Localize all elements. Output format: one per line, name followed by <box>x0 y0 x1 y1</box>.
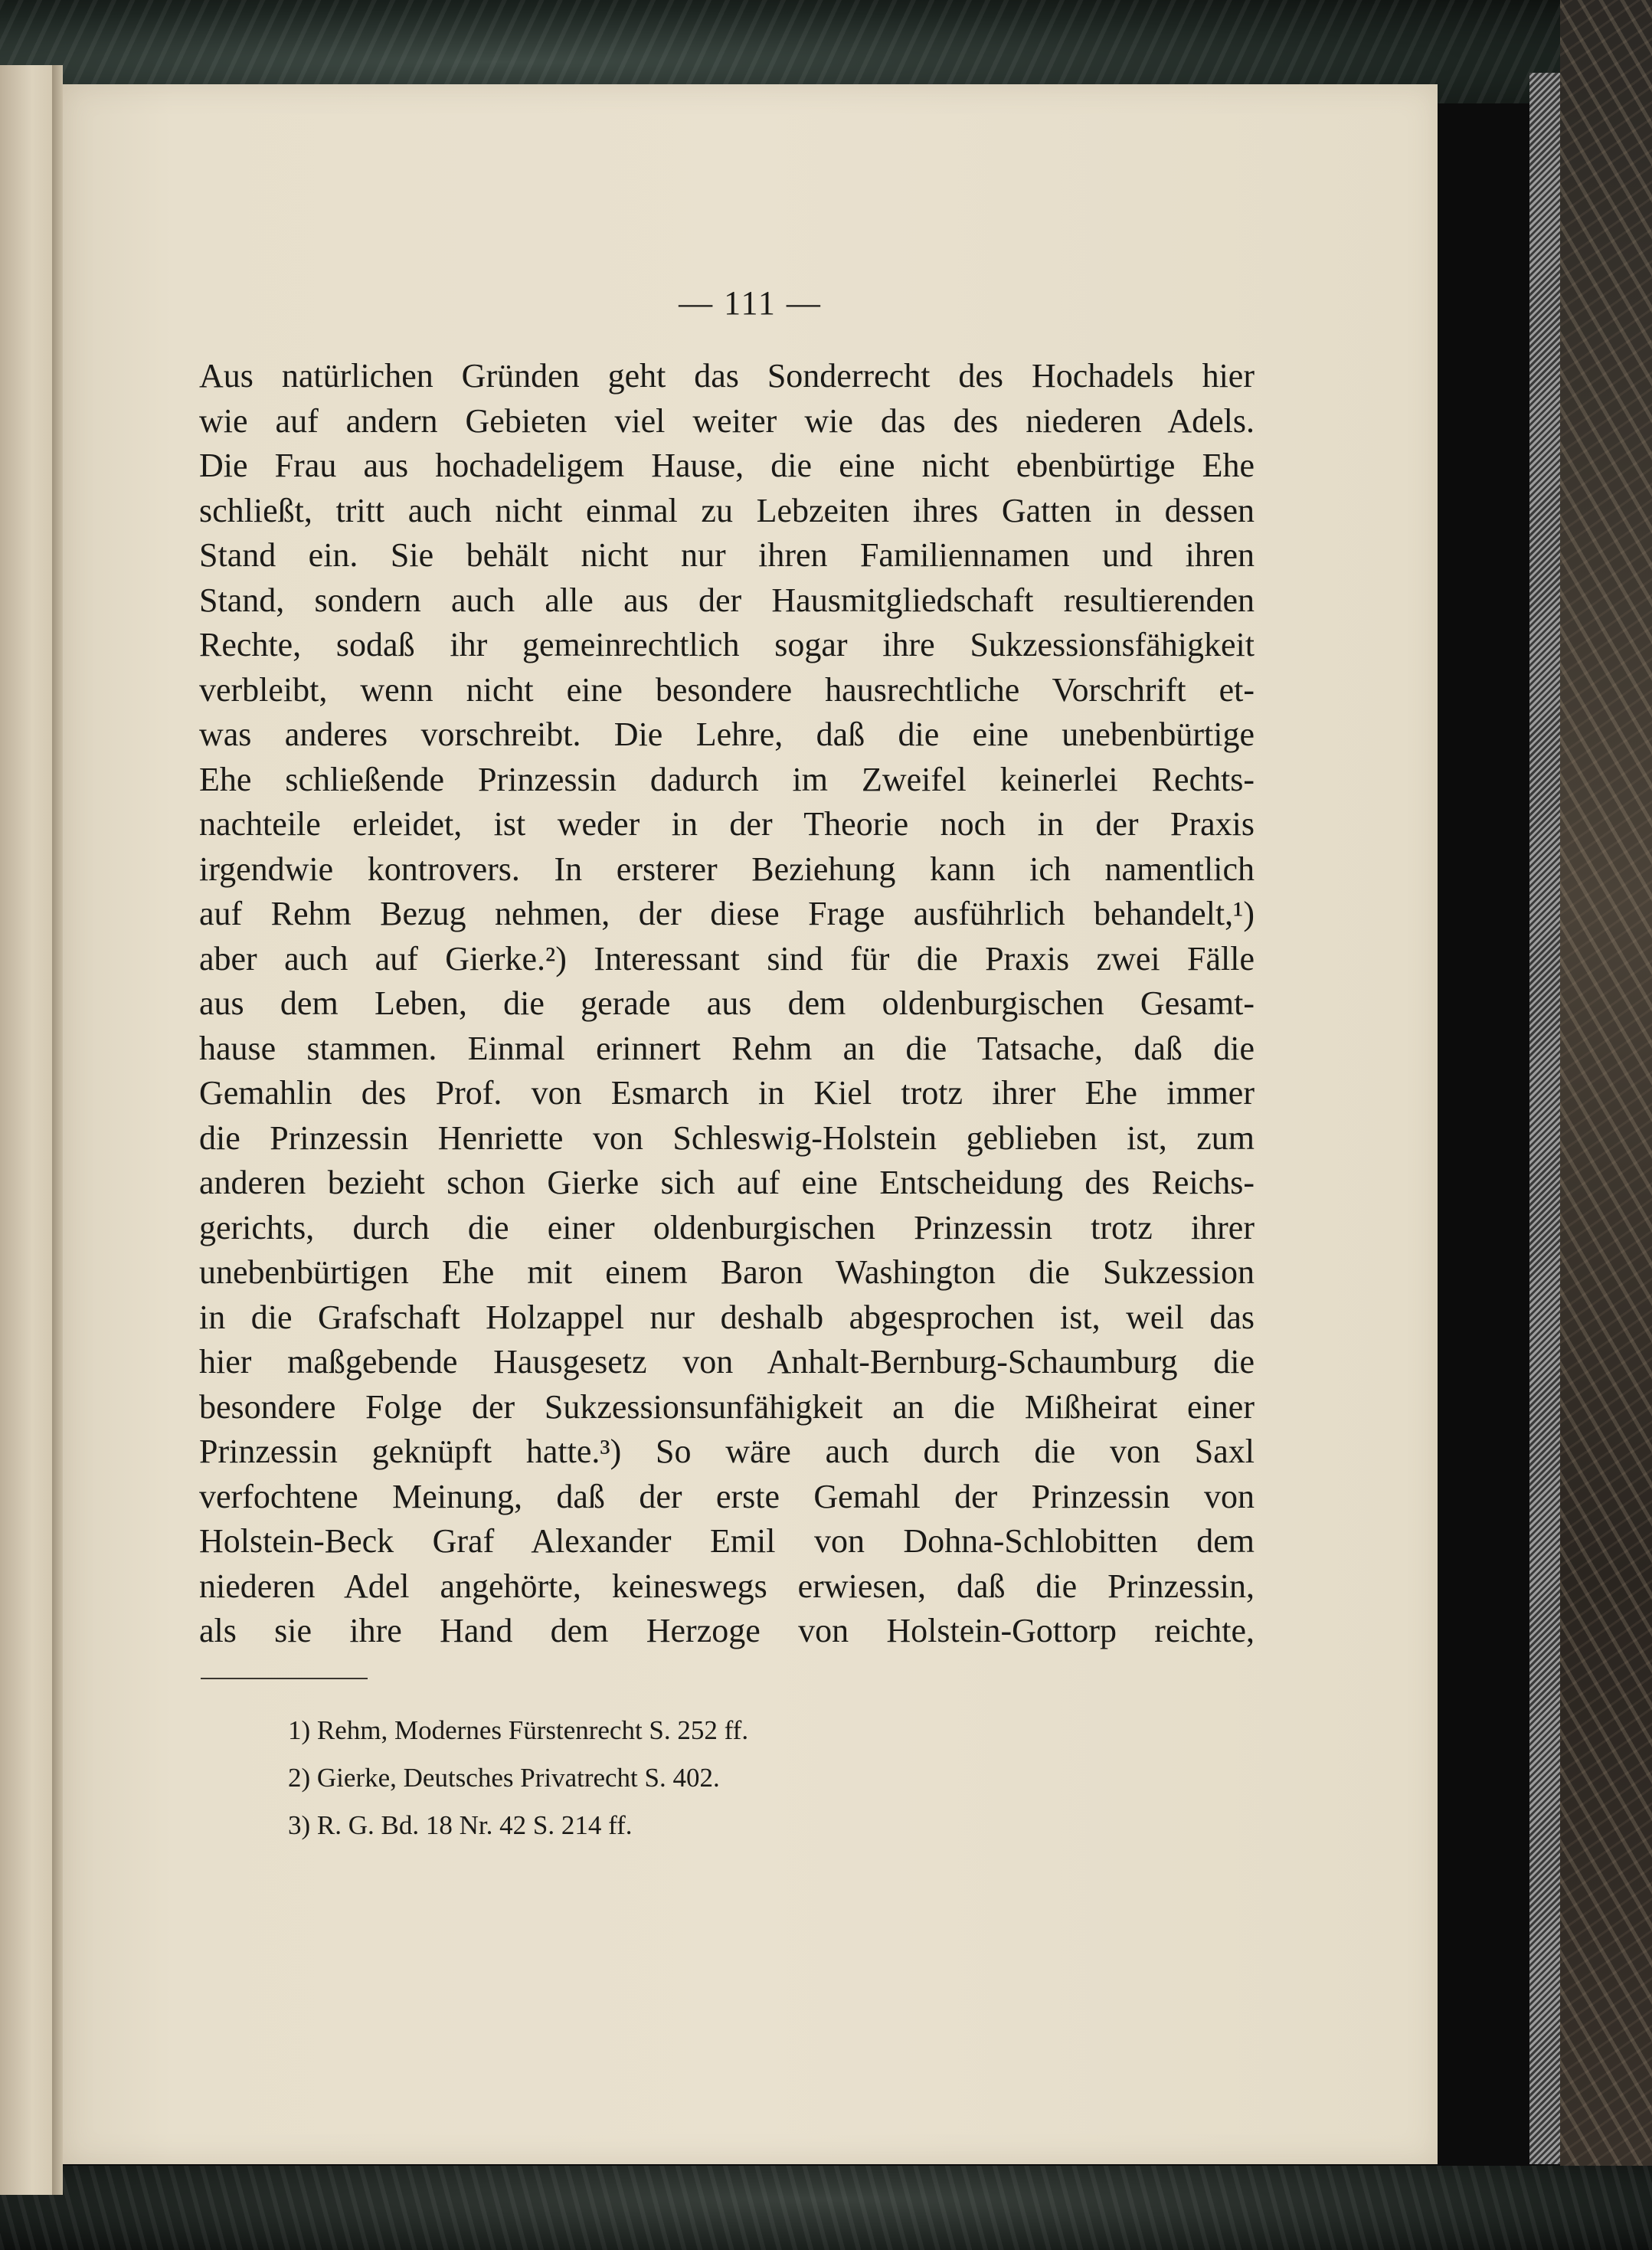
footnote: 1) Rehm, Modernes Fürstenrecht S. 252 ff. <box>288 1715 749 1745</box>
text-line: Rechte, sodaß ihr gemeinrechtlich sogar ihre Sukzessionsfähigkeit <box>199 626 1255 663</box>
text-line: unebenbürtigen Ehe mit einem Baron Washington die Sukzession <box>199 1253 1255 1291</box>
text-line: Stand ein. Sie behält nicht nur ihren Familiennamen und ihren <box>199 536 1255 574</box>
text-line: auf Rehm Bezug nehmen, der diese Frage ausführlich behandelt,¹) <box>199 895 1255 932</box>
footnote: 2) Gierke, Deutsches Privatrecht S. 402. <box>288 1763 720 1793</box>
text-line: die Prinzessin Henriette von Schleswig-Holstein geblieben ist, zum <box>199 1118 1255 1157</box>
body-text <box>199 354 1255 1654</box>
facing-page-edge <box>0 65 54 2195</box>
text-line: hause stammen. Einmal erinnert Rehm an die Tatsache, daß die <box>199 1029 1255 1067</box>
text-line: besondere Folge der Sukzessionsunfähigkeit an die Mißheirat einer <box>199 1387 1255 1426</box>
text-line: schließt, tritt auch nicht einmal zu Lebzeiten ihres Gatten in dessen <box>199 491 1255 529</box>
text-line: in die Grafschaft Holzappel nur deshalb abgesprochen ist, weil das <box>199 1298 1255 1336</box>
text-line: aber auch auf Gierke.²) Interessant sind für die Praxis zwei Fälle <box>199 939 1255 978</box>
text-line: verbleibt, wenn nicht eine besondere hausrechtliche Vorschrift et- <box>199 670 1255 709</box>
marbled-cover-bottom <box>0 2166 1652 2250</box>
text-line: aus dem Leben, die gerade aus dem oldenburgischen Gesamt- <box>199 984 1255 1022</box>
footnote-separator <box>201 1678 368 1679</box>
footnote: 3) R. G. Bd. 18 Nr. 42 S. 214 ff. <box>288 1810 633 1840</box>
text-line: nachteile erleidet, ist weder in der Theorie noch in der Praxis <box>199 805 1255 843</box>
page-number: — 111 — <box>679 284 822 322</box>
text-line: Aus natürlichen Gründen geht das Sonderrecht des Hochadels hier <box>199 357 1255 395</box>
text-line: als sie ihre Hand dem Herzoge von Holstein-Gottorp reichte, <box>199 1612 1255 1649</box>
text-line: hier maßgebende Hausgesetz von Anhalt-Bernburg-Schaumburg die <box>199 1343 1255 1380</box>
cover-edge-stripes <box>1529 73 1560 2164</box>
footnotes <box>288 1707 977 1849</box>
text-line: gerichts, durch die einer oldenburgischen Prinzessin trotz ihrer <box>199 1208 1255 1246</box>
text-line: verfochtene Meinung, daß der erste Gemahl der Prinzessin von <box>199 1477 1255 1515</box>
text-line: Gemahlin des Prof. von Esmarch in Kiel trotz ihrer Ehe immer <box>199 1074 1255 1112</box>
text-line: anderen bezieht schon Gierke sich auf eine Entscheidung des Reichs- <box>199 1164 1255 1201</box>
text-line: Die Frau aus hochadeligem Hause, die eine nicht ebenbürtige Ehe <box>199 447 1255 484</box>
text-line: Holstein-Beck Graf Alexander Emil von Dohna-Schlobitten dem <box>199 1522 1255 1560</box>
text-line: Stand, sondern auch alle aus der Hausmitgliedschaft resultierenden <box>199 581 1255 619</box>
text-line: irgendwie kontrovers. In ersterer Beziehung kann ich namentlich <box>199 850 1255 888</box>
book-gutter <box>52 65 63 2195</box>
text-line: niederen Adel angehörte, keineswegs erwiesen, daß die Prinzessin, <box>199 1567 1255 1605</box>
book-page <box>63 84 1438 2164</box>
text-line: Ehe schließende Prinzessin dadurch im Zweifel keinerlei Rechts- <box>199 760 1255 798</box>
text-line: Prinzessin geknüpft hatte.³) So wäre auch durch die von Saxl <box>199 1433 1255 1470</box>
text-line: was anderes vorschreibt. Die Lehre, daß die eine unebenbürtige <box>199 716 1255 753</box>
text-line: wie auf andern Gebieten viel weiter wie das des niederen Adels. <box>199 401 1255 440</box>
marbled-cover-right <box>1560 0 1652 2250</box>
